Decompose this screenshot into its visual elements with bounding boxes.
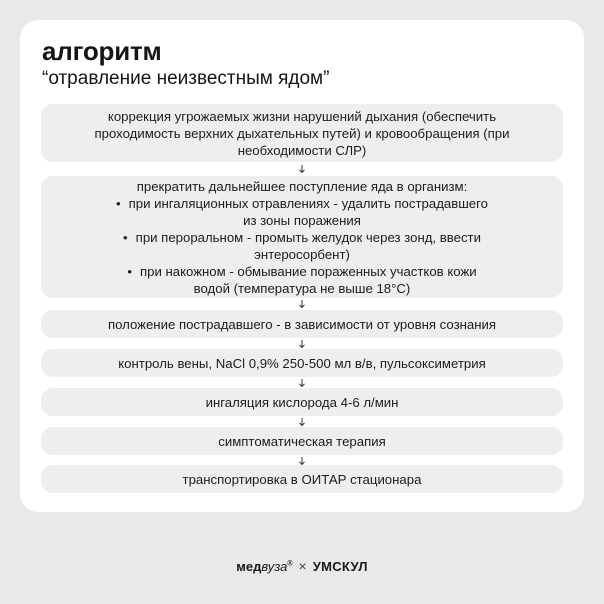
- brand-medvuza-logo: медвуза®: [236, 558, 293, 574]
- bullet-skin: • при накожном - обмывание пораженных участков кожи водой (температура не выше 18°С): [127, 263, 477, 296]
- arrow-down-icon: [297, 417, 307, 427]
- step-vein-control: [41, 349, 563, 377]
- bullet-icon: •: [115, 195, 121, 211]
- page-subtitle: “отравление неизвестным ядом”: [42, 68, 330, 89]
- step-line: коррекция угрожаемых жизни нарушений дыхания (обеспечить: [107, 108, 497, 124]
- separator-icon: ×: [298, 558, 307, 574]
- bullet-icon: •: [127, 263, 132, 279]
- footer-brands: [0, 558, 604, 574]
- arrow-down-icon: [297, 164, 307, 174]
- arrow-down-icon: [297, 339, 307, 349]
- step-symptomatic-therapy: [41, 427, 563, 455]
- step-airway-circulation: [41, 104, 563, 162]
- step-line: симптоматическая терапия: [218, 433, 386, 449]
- arrow-down-icon: [297, 378, 307, 388]
- step-line: проходимость верхних дыхательных путей) и кровообращения (при: [94, 125, 510, 141]
- page-title: алгоритм: [42, 36, 162, 66]
- step-oxygen: [41, 388, 563, 416]
- brand-umskul-logo: УМСКУЛ: [312, 558, 368, 574]
- step-line: положение пострадавшего - в зависимости от уровня сознания: [107, 316, 497, 332]
- step-patient-position: [41, 310, 563, 338]
- step-line: необходимости СЛР): [237, 142, 367, 158]
- bullet-icon: •: [123, 229, 128, 245]
- step-line: транспортировка в ОИТАР стационара: [182, 471, 422, 487]
- step-stop-poison-intake: [41, 176, 563, 298]
- bullet-inhalation: • при ингаляционных отравлениях - удалить пострадавшего из зоны поражения: [115, 195, 488, 228]
- bullet-oral: • при пероральном - промыть желудок через зонд, ввести энтеросорбент): [123, 229, 481, 262]
- step-intro: прекратить дальнейшее поступление яда в организм:: [136, 178, 468, 194]
- step-transport: [41, 465, 563, 493]
- step-line: контроль вены, NaCl 0,9% 250-500 мл в/в, пульсоксиметрия: [118, 355, 486, 371]
- step-line: ингаляция кислорода 4-6 л/мин: [205, 394, 399, 410]
- arrow-down-icon: [297, 299, 307, 309]
